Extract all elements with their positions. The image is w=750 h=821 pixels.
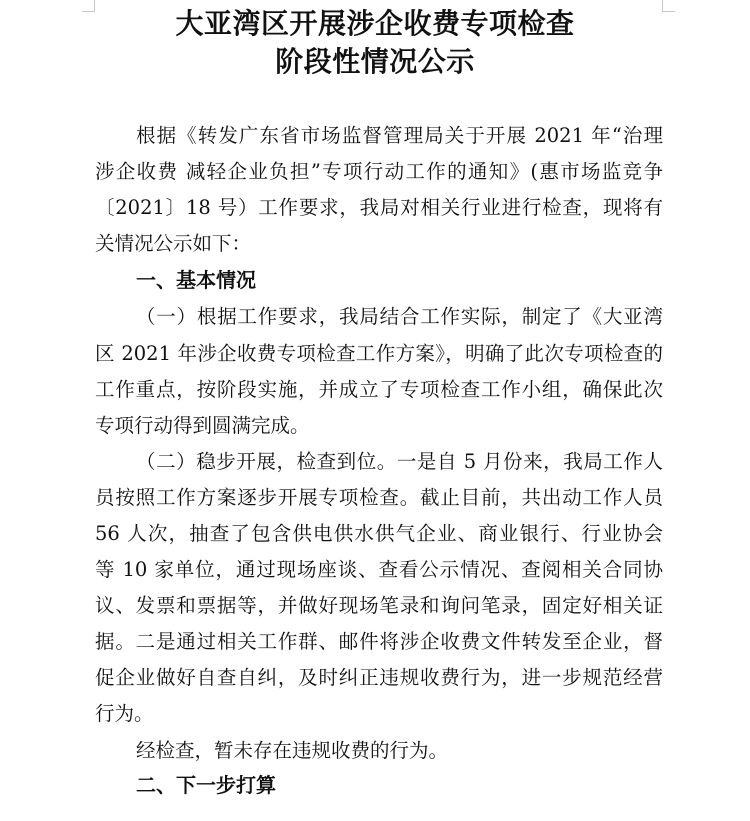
para2-line: 促企业做好自查自纠，及时纠正违规收费行为，进一步规范经营 bbox=[95, 666, 663, 689]
para1-line: 专项行动得到圆满完成。 bbox=[95, 414, 310, 437]
para1-line: 区 2021 年涉企收费专项检查工作方案》，明确了此次专项检查的 bbox=[95, 342, 663, 365]
para2-line: （二）稳步开展，检查到位。一是自 5 月份来，我局工作人 bbox=[136, 450, 663, 473]
para2-line: 议、发票和票据等，并做好现场笔录和询问笔录，固定好相关证 bbox=[95, 594, 663, 617]
para2-line: 员按照工作方案逐步开展专项检查。截止目前，共出动工作人员 bbox=[95, 486, 663, 509]
page-corner-mark-right bbox=[662, 0, 675, 12]
para3-line: 经检查，暂未存在违规收费的行为。 bbox=[136, 739, 449, 762]
doc-title-line1: 大亚湾区开展涉企收费专项检查 bbox=[175, 7, 575, 40]
para2-line: 56 人次，抽查了包含供电供水供气企业、商业银行、行业协会 bbox=[95, 522, 663, 545]
section2-heading: 二、下一步打算 bbox=[136, 773, 276, 797]
intro-line: 涉企收费 减轻企业负担”专项行动工作的通知》(惠市场监竞争 bbox=[95, 160, 663, 183]
section1-heading: 一、基本情况 bbox=[136, 268, 256, 292]
para1-line: （一）根据工作要求，我局结合工作实际，制定了《大亚湾 bbox=[136, 305, 663, 328]
page-corner-mark-left bbox=[82, 0, 95, 12]
para2-line: 等 10 家单位，通过现场座谈、查看公示情况、查阅相关合同协 bbox=[95, 558, 663, 581]
para2-line: 行为。 bbox=[95, 702, 154, 725]
intro-line: 根据《转发广东省市场监督管理局关于开展 2021 年“治理 bbox=[136, 124, 663, 147]
intro-line: 关情况公示如下： bbox=[95, 232, 252, 255]
para2-line: 据。二是通过相关工作群、邮件将涉企收费文件转发至企业，督 bbox=[95, 630, 663, 653]
para1-line: 工作重点，按阶段实施，并成立了专项检查工作小组，确保此次 bbox=[95, 378, 663, 401]
doc-title-line2: 阶段性情况公示 bbox=[275, 45, 475, 78]
intro-line: 〔2021〕18 号）工作要求，我局对相关行业进行检查，现将有 bbox=[95, 196, 663, 219]
